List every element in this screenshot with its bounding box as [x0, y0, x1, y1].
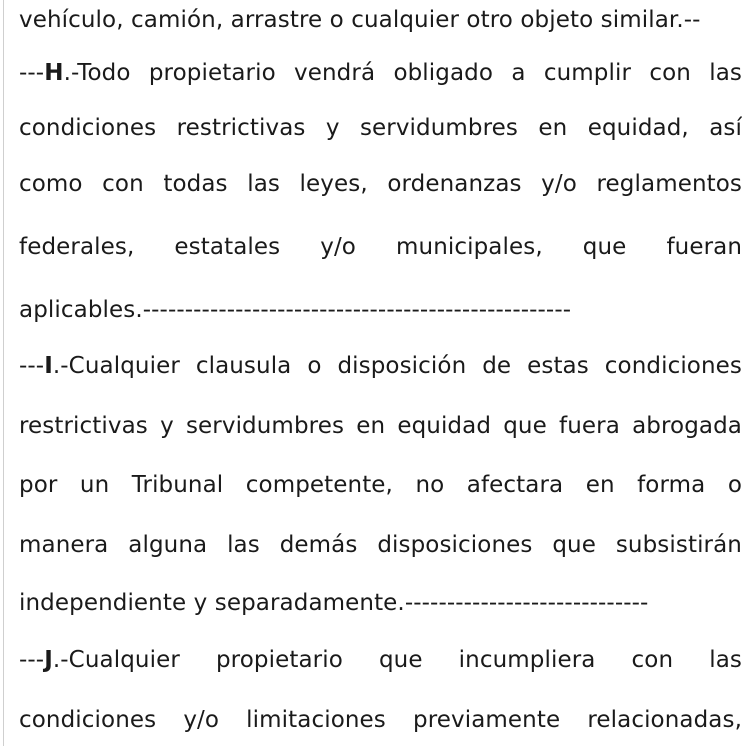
- text-line-1: vehículo, camión, arrastre o cualquier otro objeto similar.--: [19, 7, 701, 33]
- page-margin-rule: [3, 0, 4, 746]
- text-line-8: restrictivas y servidumbres en equidad que fuera abrogada: [19, 413, 742, 439]
- clause-dashes: ---: [19, 60, 45, 86]
- text-line-11: independiente y separadamente.-----------------------------: [19, 590, 649, 616]
- text-line-6: aplicables.---------------------------------------------------: [19, 297, 572, 323]
- clause-i-line-1: [19, 346, 742, 386]
- clause-letter-i: I: [44, 353, 53, 379]
- text-line-10: manera alguna las demás disposiciones que subsistirán: [19, 532, 742, 558]
- clause-j-text: .-Cualquier propietario que incumpliera con las: [52, 647, 742, 673]
- clause-dashes: ---: [19, 647, 45, 673]
- text-line-3: condiciones restrictivas y servidumbres en equidad, así: [19, 115, 742, 141]
- clause-i-text: .-Cualquier clausula o disposición de estas condiciones: [52, 353, 742, 379]
- clause-h-line-1: [19, 53, 742, 93]
- text-line-9: por un Tribunal competente, no afectara en forma o: [19, 472, 742, 498]
- clause-h-text: .-Todo propietario vendrá obligado a cumplir con las: [63, 60, 742, 86]
- clause-letter-j: J: [44, 647, 53, 673]
- clause-j-line-1: [19, 640, 742, 680]
- text-line-4: como con todas las leyes, ordenanzas y/o reglamentos: [19, 171, 742, 197]
- text-line-13: condiciones y/o limitaciones previamente relacionadas,: [19, 707, 742, 733]
- text-line-5: federales, estatales y/o municipales, que fueran: [19, 234, 742, 260]
- clause-letter-h: H: [44, 60, 64, 86]
- clause-dashes: ---: [19, 353, 45, 379]
